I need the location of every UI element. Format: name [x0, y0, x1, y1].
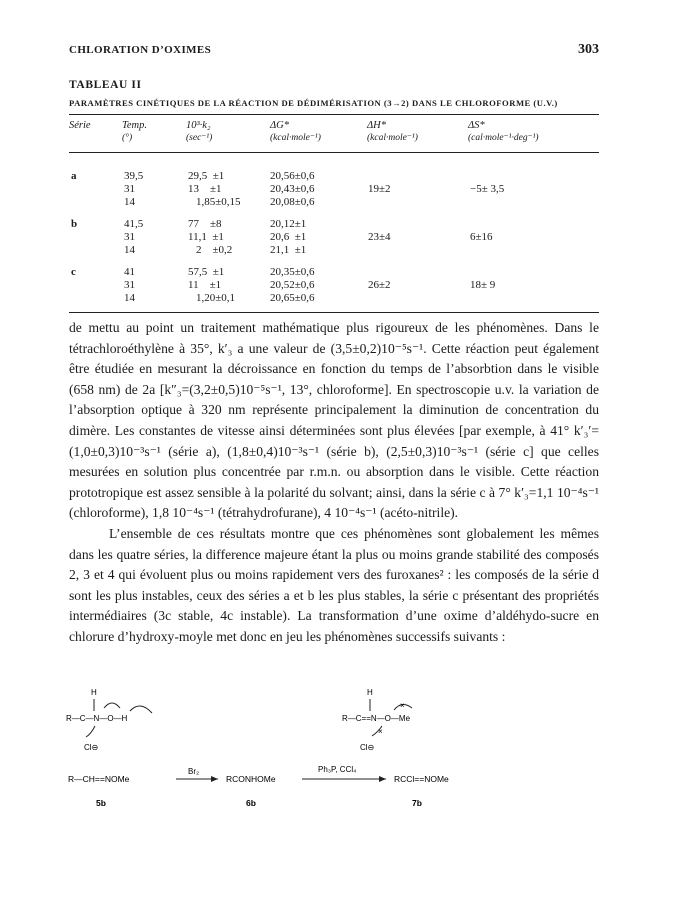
col-unit: (°) — [122, 133, 133, 143]
table-cell: 6±16 — [470, 231, 493, 243]
table-cell: 39,5 — [124, 170, 144, 182]
table-cell: 14 — [124, 292, 135, 304]
right-structure — [342, 688, 412, 752]
table-cell: 21,1 ±1 — [270, 244, 307, 256]
product1-formula: RCONHOMe — [226, 774, 276, 784]
col-name: ΔG* — [270, 120, 289, 131]
left-structure — [66, 688, 152, 752]
table-cell: 31 — [124, 231, 135, 243]
table-label: TABLEAU II — [69, 79, 142, 91]
table-cell: 31 — [124, 183, 135, 195]
table-cell: 20,08±0,6 — [270, 196, 315, 208]
col-header-dh — [367, 119, 418, 145]
col-name: 10³·k₂ — [186, 120, 211, 131]
reagent-ph3p: Ph₃P, CCl₄ — [318, 765, 357, 774]
table-cell: 57,5 ±1 — [188, 266, 225, 278]
page-number: 303 — [578, 42, 599, 57]
curved-arrow-icon — [86, 726, 95, 737]
cross-mark-icon: × — [400, 701, 405, 710]
col-unit: (kcal·mole⁻¹) — [367, 133, 418, 143]
col-unit: (cal·mole⁻¹·deg⁻¹) — [468, 133, 539, 143]
table-cell: 2 ±0,2 — [196, 244, 233, 256]
table-cell: 11 ±1 — [188, 279, 222, 291]
table-cell: 14 — [124, 244, 135, 256]
col-header-serie — [69, 119, 91, 132]
structure-chain: R—C==N—O—Me — [342, 714, 411, 723]
table-cell: 20,35±0,6 — [270, 266, 315, 278]
table-cell: 13 ±1 — [188, 183, 222, 195]
chloride-label: Cl⊖ — [360, 743, 375, 752]
table-cell: 20,56±0,6 — [270, 170, 315, 182]
table-cell: 20,65±0,6 — [270, 292, 315, 304]
table-cell: 31 — [124, 279, 135, 291]
table-cell: 41 — [124, 266, 135, 278]
table-cell: 20,12±1 — [270, 218, 307, 230]
hydrogen-label: H — [367, 688, 373, 697]
col-unit: (kcal·mole⁻¹) — [270, 133, 321, 143]
body-text — [69, 318, 599, 648]
reactant-formula: R—CH==NOMe — [68, 774, 130, 784]
structure-chain: R—C—N—O—H — [66, 714, 128, 723]
table-cell: 29,5 ±1 — [188, 170, 225, 182]
table-cell: 18± 9 — [470, 279, 496, 291]
table-cell: −5± 3,5 — [470, 183, 505, 195]
col-header-k2 — [186, 119, 212, 145]
col-name: ΔH* — [367, 120, 386, 131]
reaction-scheme — [60, 686, 620, 826]
col-unit: (sec⁻¹) — [186, 133, 213, 143]
col-header-dg — [270, 119, 321, 145]
table-header-rule — [69, 152, 599, 153]
col-header-ds — [468, 119, 539, 145]
running-title: CHLORATION D’OXIMES — [69, 44, 212, 56]
arrowhead-icon — [379, 776, 386, 782]
compound-label: 7b — [412, 798, 422, 808]
series-label: c — [71, 266, 76, 278]
paragraph-1: de mettu au point un traitement mathématique plus rigoureux de les phénomènes. Dans le tétrachloroéthylène à 35°, k′₃ a une valeur de (3,5±0,2)10⁻⁵s⁻¹. Cette réaction peut également être étudiée en mesurant la décroissance en fonction du temps de l’absorbtion dans le visible (658 nm) de 2a [k″₃=(3,2±0,5)10⁻⁵s⁻¹, 13°, chloroforme]. En spectroscopie u.v. la variation de l’absorption optique à 320 nm représente principalement la diminution de concentration du dimère. Les constantes de vitesse ainsi déterminées sont plus élevées [par exemple, à 41° k′₃′=(1,0±0,3)10⁻³s⁻¹ (série a), (1,8±0,4)10⁻³s⁻¹ (série b), (2,5±0,3)10⁻³s⁻¹ (série c] que celles mesurées en solution plus concentrée par r.m.n. ou absorption dans le visible. Cette réaction prototropique est assez sensible à la polarité du solvant; ainsi, dans la série c à 7° k′₃=1,1 10⁻⁴s⁻¹ (chloroforme), 1,8 10⁻⁴s⁻¹ (tétrahydrofurane), 4 10⁻⁴s⁻¹ (acéto-nitrile). — [69, 320, 599, 521]
table-cell: 77 ±8 — [188, 218, 222, 230]
paragraph-2: L’ensemble de ces résultats montre que ces phénomènes sont globalement les mêmes dans les quatre séries, la difference majeure étant la plus ou moins grande stabilité des composés 2, 3 et 4 qui évoluent plus ou moins rapidement vers des furoxanes² : les composés de la série d sont les plus instables, ceux des séries a et b les plus stables, la série c présentant des propriétés intermédiaires (3c stable, 4c instable). La transformation d’une oxime d’aldéhydo-sucre en chlorure d’hydroxy-moyle met donc en jeu les phénomènes successifs suivants : — [69, 525, 599, 644]
table-caption: PARAMÈTRES CINÉTIQUES DE LA RÉACTION DE DÉDIMÉRISATION (3→2) DANS LE CHLOROFORME (U.V.) — [69, 98, 558, 108]
chloride-label: Cl⊖ — [84, 743, 99, 752]
arrowhead-icon — [211, 776, 218, 782]
compound-label: 5b — [96, 798, 106, 808]
table-cell: 20,6 ±1 — [270, 231, 307, 243]
product2-formula: RCCl==NOMe — [394, 774, 449, 784]
series-label: a — [71, 170, 77, 182]
curved-arrow-icon — [130, 706, 152, 713]
curved-arrow-icon — [104, 703, 120, 708]
col-header-temp — [122, 119, 147, 145]
table-cell: 14 — [124, 196, 135, 208]
col-name: ΔS* — [468, 120, 485, 131]
table-top-rule — [69, 114, 599, 115]
col-name: Temp. — [122, 120, 147, 131]
col-name: Série — [69, 120, 91, 131]
cross-mark-icon: × — [378, 727, 383, 736]
hydrogen-label: H — [91, 688, 97, 697]
running-header — [69, 44, 599, 56]
table-cell: 20,52±0,6 — [270, 279, 315, 291]
table-cell: 1,20±0,1 — [196, 292, 236, 304]
table-cell: 11,1 ±1 — [188, 231, 224, 243]
reagent-br2: Br₂ — [188, 767, 200, 776]
table-bottom-rule — [69, 312, 599, 313]
table-cell: 23±4 — [368, 231, 391, 243]
table-cell: 19±2 — [368, 183, 391, 195]
table-cell: 26±2 — [368, 279, 391, 291]
table-cell: 20,43±0,6 — [270, 183, 315, 195]
compound-label: 6b — [246, 798, 256, 808]
table-cell: 41,5 — [124, 218, 144, 230]
table-cell: 1,85±0,15 — [196, 196, 241, 208]
series-label: b — [71, 218, 78, 230]
